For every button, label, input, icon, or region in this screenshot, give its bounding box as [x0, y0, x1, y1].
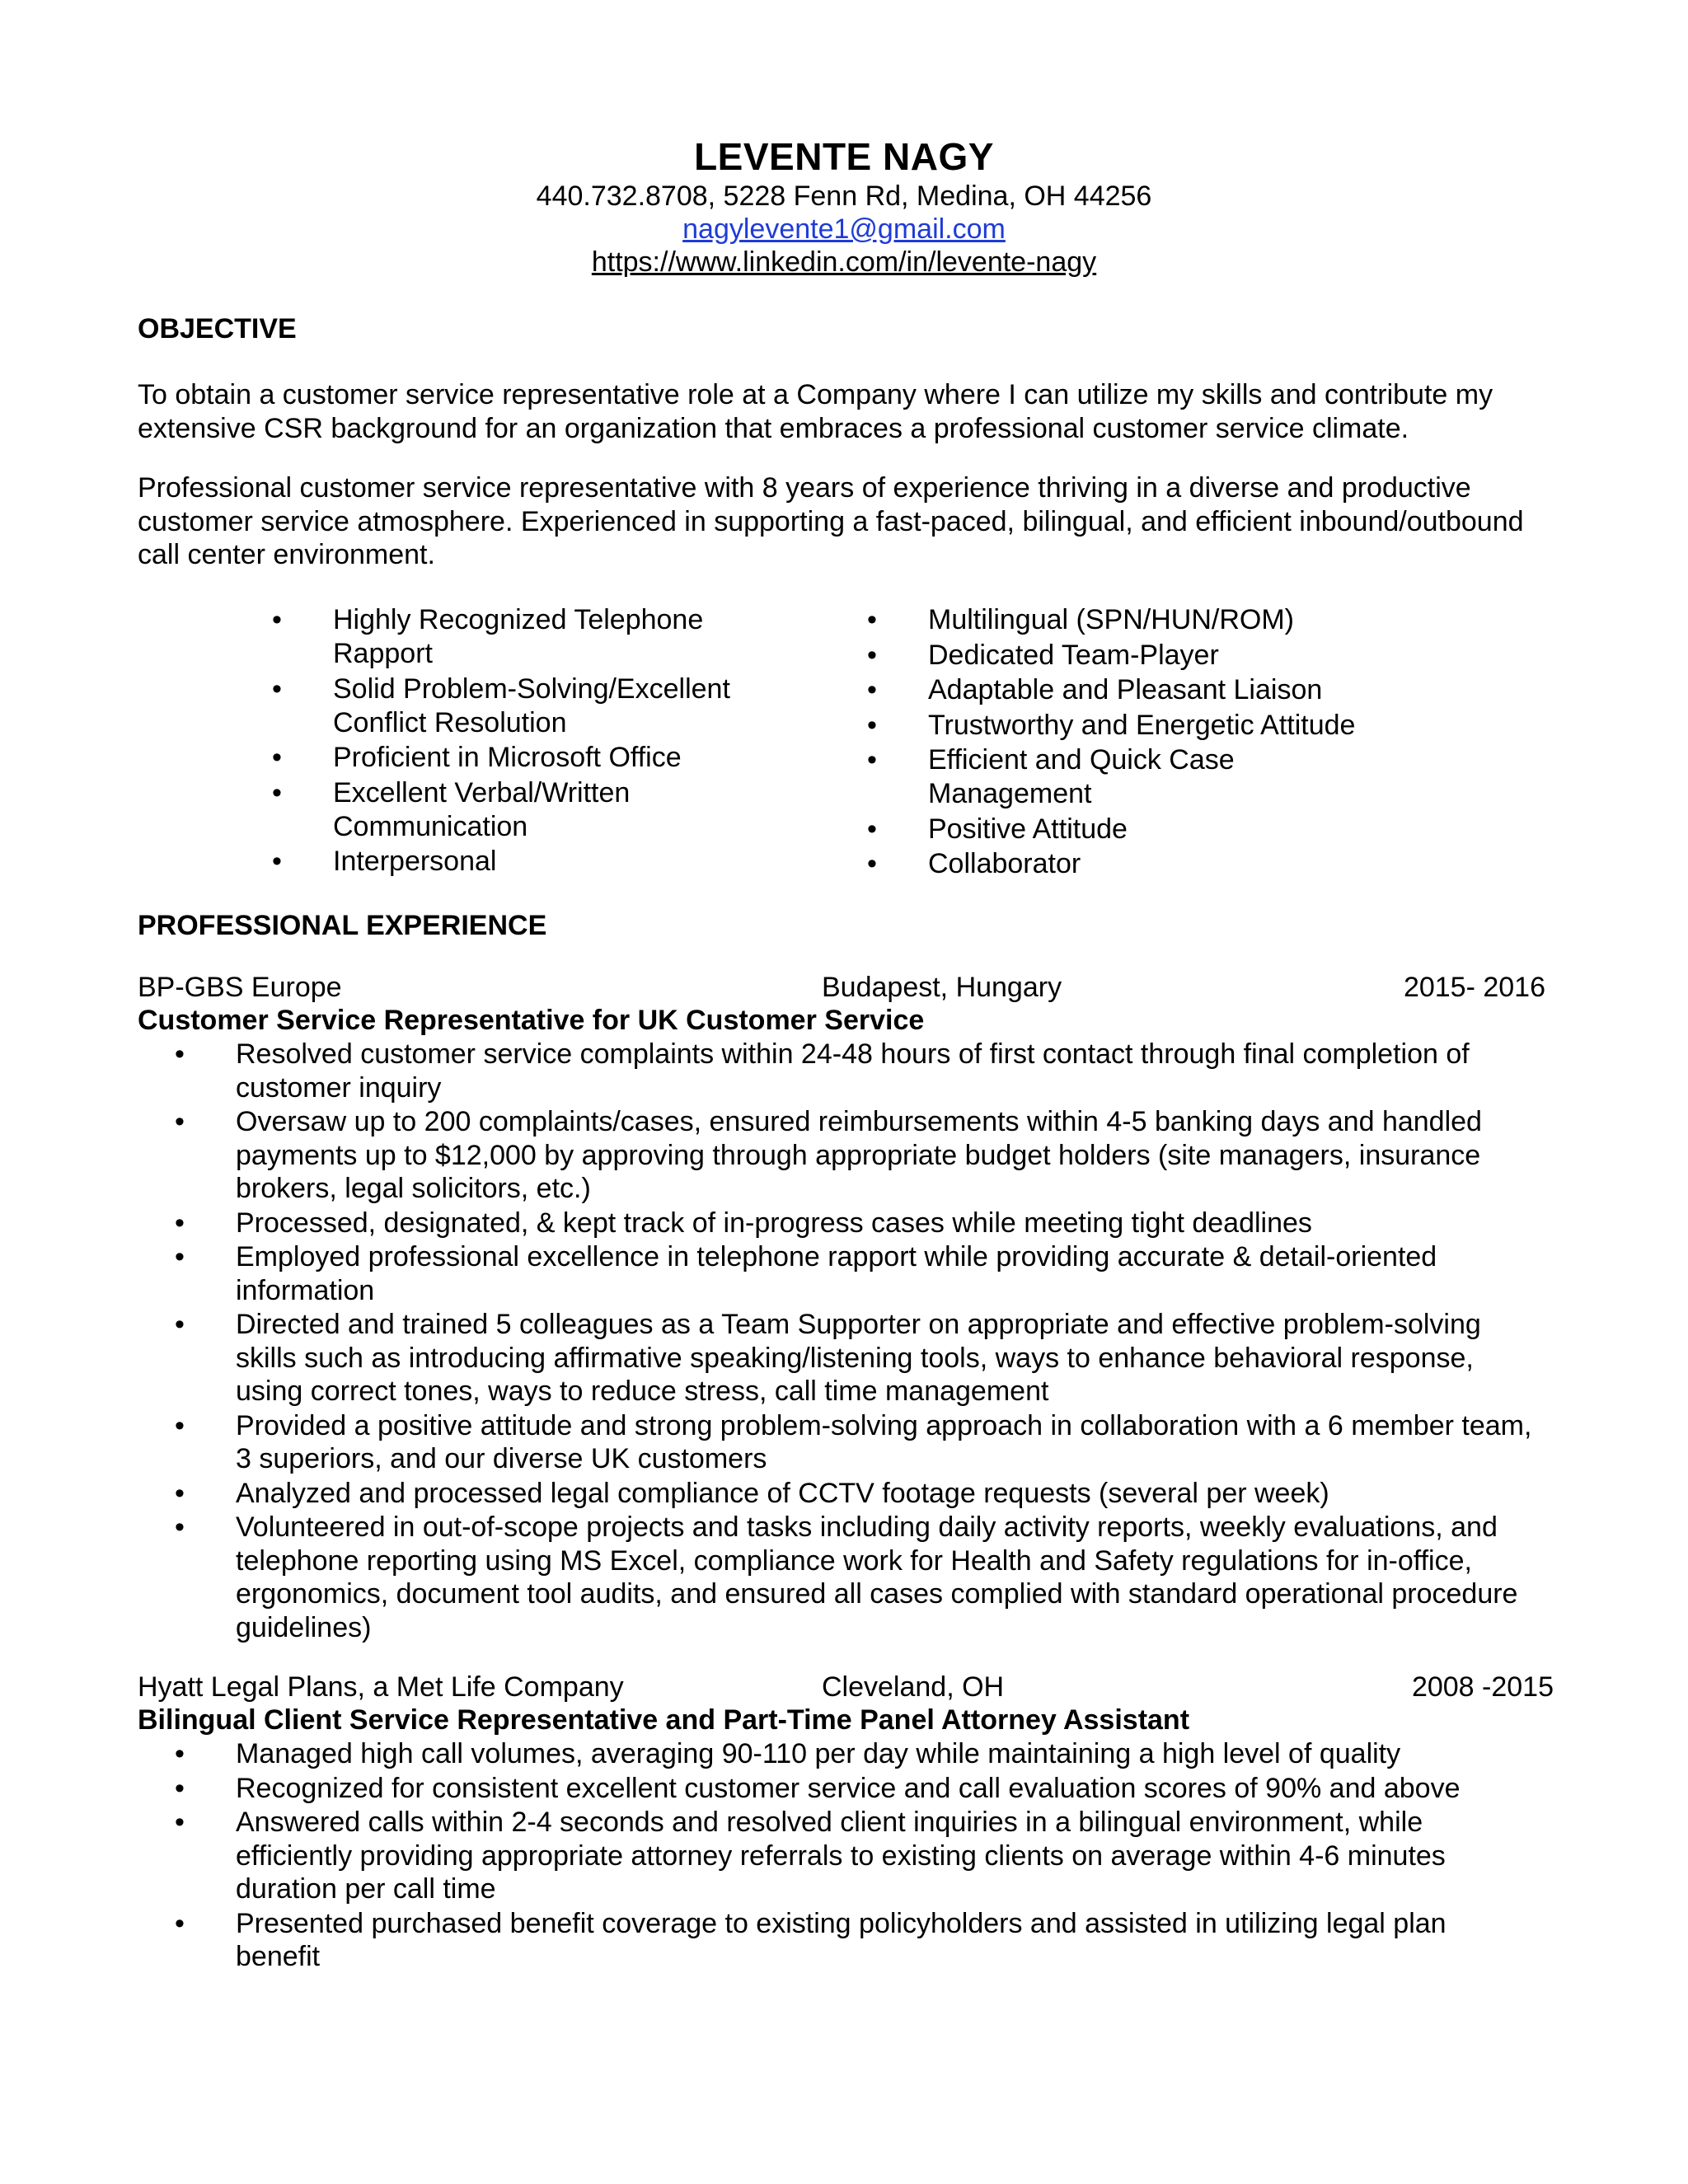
job-location: Budapest, Hungary — [822, 972, 1062, 1003]
candidate-name: LEVENTE NAGY — [694, 135, 994, 178]
linkedin-link[interactable]: https://www.linkedin.com/in/levente-nagy — [591, 246, 1097, 278]
list-item: • Collaborator — [867, 848, 1081, 879]
list-item: • Volunteered in out-of-scope projects and tasks including daily activity reports, weekly evaluations, and telephone reporting using MS Excel, compliance work for Health and Safety regulations for in-office, ergonomics, document tool audits, and ensured all cases complied with standard operational procedure guidelines) — [175, 1511, 1518, 1643]
list-item: • Directed and trained 5 colleagues as a Team Supporter on appropriate and effective problem-solving skills such as introducing affirmative speaking/listening tools, ways to enhance behavioral response, using correct tones, ways to reduce stress, call time management — [175, 1309, 1481, 1407]
list-item: • Analyzed and processed legal compliance of CCTV footage requests (several per week) — [175, 1477, 1329, 1509]
email-link[interactable]: nagylevente1@gmail.com — [682, 213, 1006, 245]
list-item: • Answered calls within 2-4 seconds and resolved client inquiries in a bilingual environment, while efficiently providing appropriate attorney referrals to existing clients on average within 4-6 minutes duration per call time — [175, 1807, 1446, 1905]
list-item: • Processed, designated, & kept track of in-progress cases while meeting tight deadlines — [175, 1207, 1312, 1239]
resume-header — [0, 134, 1688, 279]
job-header-row — [138, 1671, 1555, 1704]
job-dates: 2015- 2016 — [1403, 972, 1545, 1003]
list-item: • Oversaw up to 200 complaints/cases, ensured reimbursements within 4-5 banking days and handled payments up to $12,000 by approving through appropriate budget holders (site managers, insurance brokers, legal solicitors, etc.) — [175, 1106, 1482, 1204]
list-item: • Trustworthy and Energetic Attitude — [867, 709, 1356, 741]
job-header-row — [138, 971, 1555, 1004]
list-item: • Excellent Verbal/Written Communication — [272, 776, 631, 842]
job-bullets — [175, 1038, 1535, 1645]
list-item: • Solid Problem-Solving/Excellent Conflict Resolution — [272, 673, 730, 738]
experience-heading: PROFESSIONAL EXPERIENCE — [138, 910, 547, 941]
summary-paragraph: Professional customer service representative with 8 years of experience thriving in a diverse and productive customer service atmosphere. Experienced in supporting a fast-paced, bilingual, and efficient inbound/outbound call center environment. — [138, 472, 1524, 570]
list-item: • Interpersonal — [272, 846, 497, 877]
contact-line: 440.732.8708, 5228 Fenn Rd, Medina, OH 44256 — [536, 180, 1152, 212]
list-item: • Proficient in Microsoft Office — [272, 742, 682, 773]
job-bullets — [175, 1737, 1535, 1975]
list-item: • Adaptable and Pleasant Liaison — [867, 674, 1323, 705]
list-item: • Dedicated Team-Player — [867, 639, 1219, 671]
company-name: Hyatt Legal Plans, a Met Life Company — [138, 1671, 624, 1703]
job-dates: 2008 -2015 — [1411, 1671, 1554, 1703]
objective-paragraph: To obtain a customer service representative role at a Company where I can utilize my skills and contribute my extensive CSR background for an organization that embraces a professional customer service climate. — [138, 379, 1493, 444]
job-title: Customer Service Representative for UK Customer Service — [138, 1005, 925, 1036]
list-item: • Efficient and Quick Case Management — [867, 744, 1235, 809]
list-item: • Highly Recognized Telephone Rapport — [272, 604, 704, 669]
list-item: • Managed high call volumes, averaging 90-110 per day while maintaining a high level of quality — [175, 1738, 1401, 1769]
list-item: • Employed professional excellence in telephone rapport while providing accurate & detail-oriented information — [175, 1241, 1437, 1306]
skills-list-left — [272, 603, 767, 880]
list-item: • Positive Attitude — [867, 813, 1128, 845]
list-item: • Resolved customer service complaints within 24-48 hours of first contact through final completion of customer inquiry — [175, 1038, 1470, 1104]
objective-heading: OBJECTIVE — [138, 313, 297, 344]
list-item: • Recognized for consistent excellent customer service and call evaluation scores of 90% and above — [175, 1772, 1461, 1804]
list-item: • Presented purchased benefit coverage to existing policyholders and assisted in utilizing legal plan benefit — [175, 1907, 1447, 1972]
job-location: Cleveland, OH — [822, 1671, 1005, 1703]
company-name: BP-GBS Europe — [138, 972, 342, 1003]
list-item: • Provided a positive attitude and strong problem-solving approach in collaboration with a 6 member team, 3 superiors, and our diverse UK customers — [175, 1409, 1532, 1474]
skills-list-right — [867, 603, 1444, 883]
job-title: Bilingual Client Service Representative and Part-Time Panel Attorney Assistant — [138, 1704, 1190, 1736]
list-item: • Multilingual (SPN/HUN/ROM) — [867, 604, 1294, 635]
